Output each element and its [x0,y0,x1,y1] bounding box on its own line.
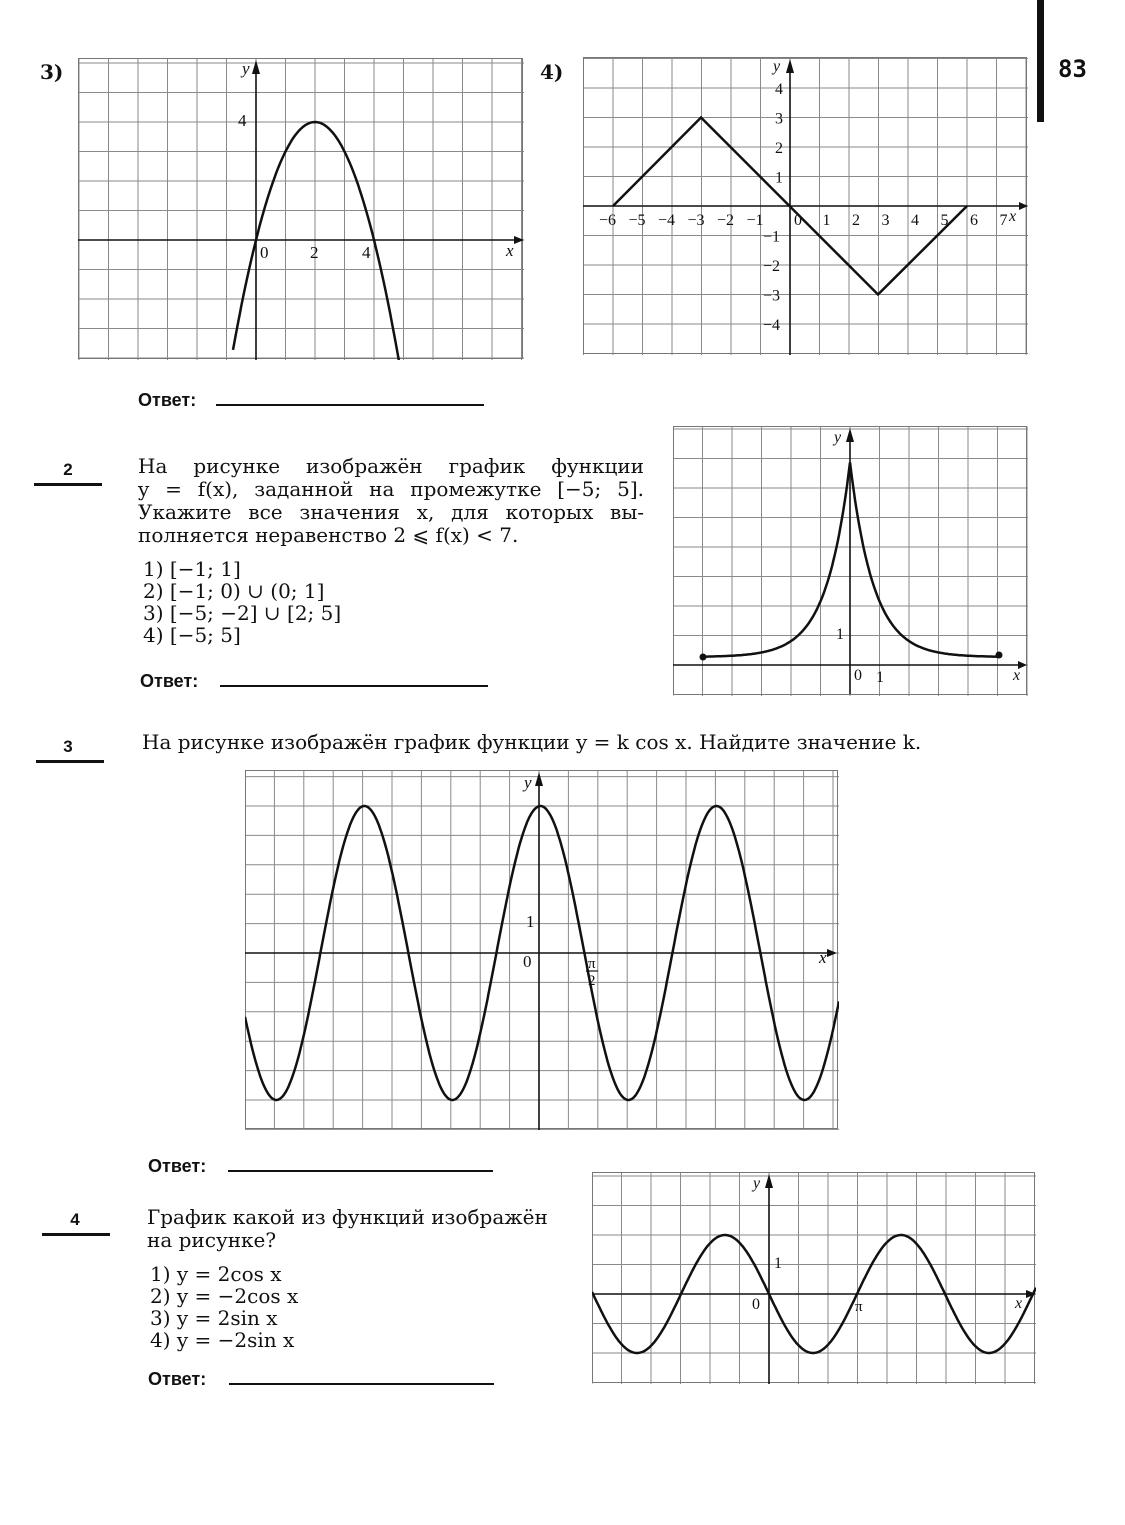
graph4-x-tick: 3 [881,212,890,229]
answer-field-1[interactable] [216,404,484,406]
graph4-y-tick: 1 [775,169,783,187]
task4-option-3[interactable]: 3) y = 2sin x [150,1306,278,1330]
task4-tick-pi: π [855,1299,863,1315]
task2-rule [34,483,102,486]
task2-option-4[interactable]: 4) [−5; 5] [143,623,241,647]
answer-field-2[interactable] [220,685,488,687]
task2-tick-origin: 0 [854,667,862,684]
task3-tick-pi-den: 2 [588,973,596,989]
task4-tick-origin: 0 [752,1296,760,1313]
graph4-x-tick: 5 [940,212,949,229]
task3-rule [36,760,104,763]
graph4-x-tick: 6 [970,212,978,229]
graph4-x-tick: −2 [717,212,735,229]
graph4-x-label: x [1009,208,1017,225]
graph4-label: 4) [540,60,564,84]
graph3-tick-origin: 0 [260,243,269,262]
graph4-y-tick: 2 [775,140,783,157]
task3-y-label: y [524,773,532,792]
task4-rule [42,1233,110,1236]
graph4-x-tick: 2 [852,212,860,229]
graph4-x-tick: −3 [687,212,705,229]
task3-tick-y1: 1 [526,912,535,931]
graph3-y-label: y [242,59,250,78]
task4-option-4[interactable]: 4) y = −2sin x [150,1328,295,1352]
answer-label-4: Ответ: [148,1369,207,1389]
task2-line-2: y = f(x), заданной на промежутке [−5; 5]. [138,477,644,501]
answer-field-4[interactable] [229,1383,494,1385]
answer-field-3[interactable] [228,1170,493,1172]
task2-options [143,558,341,646]
task2-option-1[interactable]: 1) [−1; 1] [143,557,241,581]
graph4-x-tick: −5 [628,212,646,229]
task2-x-label: x [1013,667,1021,684]
answer-label-3: Ответ: [148,1156,207,1176]
task3-text: На рисунке изображён график функции y = k cos x. Найдите значение k. [142,730,922,754]
task4-tick-y1: 1 [774,1255,782,1272]
graph4-y-tick: −3 [763,287,781,305]
task2-number: 2 [63,460,73,479]
graph4-y-tick: −2 [763,258,781,275]
task2-tick-x1: 1 [876,669,884,686]
task2-y-label: y [834,429,842,446]
graph4-x-tick: 0 [794,212,802,229]
task2-line-1: На рисунке изображён график функции [138,454,644,478]
graph4-y-tick: −4 [763,317,781,334]
task3-tick-pi: π [588,956,596,972]
graph3-label: 3) [40,60,64,84]
graph4-x-tick: 4 [911,212,919,229]
graph4-x-tick: −1 [746,212,764,229]
graph4-x-tick: 7 [999,212,1008,229]
task4-option-1[interactable]: 1) y = 2cos x [150,1262,282,1286]
task2-option-2[interactable]: 2) [−1; 0) ∪ (0; 1] [143,579,325,603]
graph4-y-tick: 4 [775,81,783,98]
graph3-curve [233,122,400,360]
answer-label-2: Ответ: [140,671,199,691]
task2-endpoint-left [700,654,707,661]
graph3-plot [78,58,524,360]
graph4-y-tick: 3 [775,110,783,128]
task4-text [147,1206,548,1252]
task2-tick-y1: 1 [836,626,844,643]
task2-text [138,455,644,547]
graph3-tick-x2: 2 [310,243,319,262]
graph4-x-tick: 1 [822,212,831,229]
task4-number: 4 [70,1210,80,1229]
task4-option-2[interactable]: 2) y = −2cos x [150,1284,299,1308]
task3-graph [245,770,839,1130]
task3-tick-origin: 0 [523,952,532,971]
task4-y-label: y [753,1175,761,1192]
task4-options [150,1263,298,1351]
task2-option-3[interactable]: 3) [−5; −2] ∪ [2; 5] [143,601,342,625]
task4-graph [592,1172,1036,1384]
page-edge-bar [1037,0,1044,122]
graph4-x-tick: −4 [658,212,676,229]
graph4-x-tick: −6 [599,212,617,229]
task2-line-3: Укажите все значения x, для которых вы- [138,500,644,524]
graph4-y-label: y [773,58,781,75]
task2-endpoint-right [996,652,1003,659]
task2-line-4: полняется неравенство 2 ⩽ f(x) < 7. [138,523,519,547]
task4-x-label: x [1015,1295,1023,1312]
task4-line-2: на рисунке? [147,1228,277,1252]
graph4-plot [583,57,1028,355]
task3-number: 3 [63,737,73,756]
task2-curve [703,462,999,656]
task2-graph [673,426,1028,696]
graph4-y-tick: −1 [763,228,781,246]
answer-label-1: Ответ: [138,390,197,410]
graph3-x-label: x [506,241,514,260]
task3-x-label: x [819,948,827,967]
graph3-tick-x4: 4 [362,243,371,262]
page-number: 83 [1058,55,1087,83]
graph3-tick-y4: 4 [238,111,247,130]
task4-line-1: График какой из функций изображён [147,1205,548,1229]
